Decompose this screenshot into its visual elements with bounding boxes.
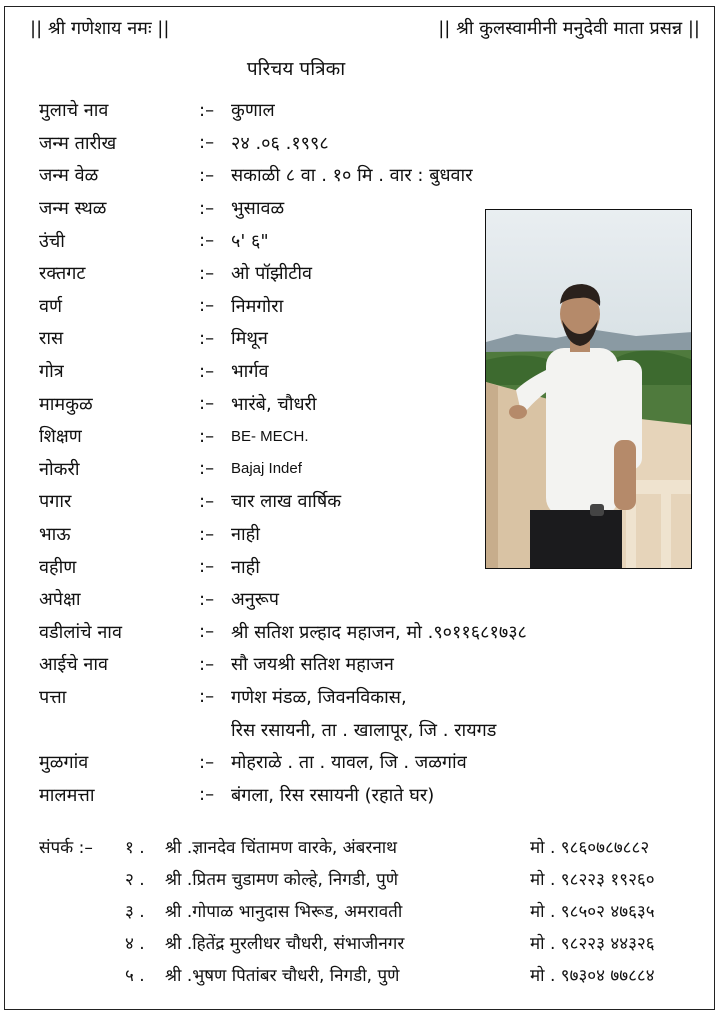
contact-name: श्री .भुषण पितांबर चौधरी, निगडी, पुणे xyxy=(165,965,400,986)
detail-row-expectation xyxy=(39,583,699,616)
detail-separator: :– xyxy=(199,425,215,447)
contact-mobile: मो . ९८६०७८७८८२ xyxy=(530,838,650,859)
detail-row-mother-name xyxy=(39,648,699,681)
contact-row xyxy=(39,895,719,927)
detail-label: आईचे नाव xyxy=(39,654,109,676)
detail-value: सकाळी ८ वा . १० मि . वार : बुधवार xyxy=(231,165,473,187)
detail-value: रिस रसायनी, ता . खालापूर, जि . रायगड xyxy=(231,719,497,741)
detail-separator: :– xyxy=(199,295,215,317)
detail-value: २४ .०६ .१९९८ xyxy=(231,132,329,154)
detail-label: मुळगांव xyxy=(39,752,89,774)
contact-number: १ . xyxy=(125,838,145,859)
detail-label: वर्ण xyxy=(39,295,63,317)
detail-row-native-place xyxy=(39,746,699,779)
detail-label: जन्म वेळ xyxy=(39,165,99,187)
detail-row-address-line2 xyxy=(39,713,699,746)
detail-separator: :– xyxy=(199,556,215,578)
detail-label: नोकरी xyxy=(39,458,80,480)
detail-separator: :– xyxy=(199,490,215,512)
detail-label: जन्म स्थळ xyxy=(39,198,107,220)
contact-mobile: मो . ९७३०४ ७७८८४ xyxy=(530,965,655,986)
detail-separator: :– xyxy=(199,197,215,219)
detail-label: गोत्र xyxy=(39,361,64,383)
detail-label: उंची xyxy=(39,230,65,252)
contact-row xyxy=(39,958,719,990)
detail-separator: :– xyxy=(199,588,215,610)
contact-mobile: मो . ९८२२३ ४४३२६ xyxy=(530,933,655,954)
detail-separator: :– xyxy=(199,686,215,708)
page-title: परिचय पत्रिका xyxy=(246,58,346,80)
detail-separator: :– xyxy=(199,784,215,806)
detail-label: पत्ता xyxy=(39,686,67,708)
detail-row-father-name xyxy=(39,616,699,649)
detail-separator: :– xyxy=(199,621,215,643)
detail-row-birth-date xyxy=(39,127,699,160)
detail-separator: :– xyxy=(199,360,215,382)
header-left-invocation: || श्री गणेशाय नमः || xyxy=(30,18,170,39)
detail-row-property xyxy=(39,778,699,811)
detail-separator: :– xyxy=(199,99,215,121)
detail-label: पगार xyxy=(39,491,72,513)
detail-value: मिथून xyxy=(231,328,268,350)
detail-separator: :– xyxy=(199,327,215,349)
detail-value: ५' ६" xyxy=(231,230,269,252)
detail-label: वडीलांचे नाव xyxy=(39,621,122,643)
detail-separator: :– xyxy=(199,653,215,675)
detail-label: मुलाचे नाव xyxy=(39,100,109,122)
contact-name: श्री .हितेंद्र मुरलीधर चौधरी, संभाजीनगर xyxy=(165,933,405,954)
detail-label: शिक्षण xyxy=(39,426,82,448)
detail-row-address xyxy=(39,681,699,714)
contact-name: श्री .ज्ञानदेव चिंतामण वारके, अंबरनाथ xyxy=(165,838,398,859)
detail-label: भाऊ xyxy=(39,524,71,546)
detail-separator: :– xyxy=(199,393,215,415)
detail-value: कुणाल xyxy=(231,100,275,122)
contact-row xyxy=(39,831,719,863)
detail-label: मामकुळ xyxy=(39,393,93,415)
detail-value: ओ पॉझीटीव xyxy=(231,263,313,285)
detail-separator: :– xyxy=(199,523,215,545)
detail-value: श्री सतिश प्रल्हाद महाजन, मो .९०११६८१७३८ xyxy=(231,621,527,643)
contact-number: ३ . xyxy=(125,901,145,922)
detail-separator: :– xyxy=(199,751,215,773)
detail-value: नाही xyxy=(231,556,260,578)
profile-photo-illustration xyxy=(486,210,692,569)
detail-value: BE- MECH. xyxy=(231,427,309,445)
contact-mobile: मो . ९८२२३ १९२६० xyxy=(530,870,655,891)
detail-value: चार लाख वार्षिक xyxy=(231,491,342,513)
detail-value: निमगोरा xyxy=(231,295,284,317)
detail-row-name xyxy=(39,94,699,127)
detail-value: नाही xyxy=(231,524,260,546)
contacts-section xyxy=(39,831,719,990)
detail-row-birth-time xyxy=(39,159,699,192)
contact-number: २ . xyxy=(125,870,145,891)
detail-separator: :– xyxy=(199,262,215,284)
detail-value: भार्गव xyxy=(231,361,269,383)
contact-mobile: मो . ९८५०२ ४७६३५ xyxy=(530,901,655,922)
detail-separator: :– xyxy=(199,458,215,480)
detail-label: जन्म तारीख xyxy=(39,132,117,154)
header-right-invocation: || श्री कुलस्वामीनी मनुदेवी माता प्रसन्न || xyxy=(438,18,700,39)
detail-value: अनुरूप xyxy=(231,589,279,611)
detail-separator: :– xyxy=(199,164,215,186)
contact-number: ५ . xyxy=(125,965,145,986)
detail-value: सौ जयश्री सतिश महाजन xyxy=(231,654,394,676)
detail-label: मालमत्ता xyxy=(39,784,95,806)
detail-label: रक्तगट xyxy=(39,263,86,285)
detail-separator: :– xyxy=(199,230,215,252)
detail-value: भारंबे, चौधरी xyxy=(231,393,317,415)
contact-row xyxy=(39,863,719,895)
contact-name: श्री .प्रितम चुडामण कोल्हे, निगडी, पुणे xyxy=(165,870,399,891)
detail-value: बंगला, रिस रसायनी (रहाते घर) xyxy=(231,784,435,806)
contacts-label: संपर्क :– xyxy=(39,838,93,859)
contact-row xyxy=(39,926,719,958)
contact-number: ४ . xyxy=(125,933,145,954)
detail-value: गणेश मंडळ, जिवनविकास, xyxy=(231,686,407,708)
detail-label: अपेक्षा xyxy=(39,589,81,611)
profile-photo xyxy=(485,209,692,569)
detail-label: रास xyxy=(39,328,64,350)
detail-value: भुसावळ xyxy=(231,198,285,220)
detail-separator: :– xyxy=(199,132,215,154)
detail-value: मोहराळे . ता . यावल, जि . जळगांव xyxy=(231,752,467,774)
detail-label: वहीण xyxy=(39,556,77,578)
contact-name: श्री .गोपाळ भानुदास भिरूड, अमरावती xyxy=(165,901,403,922)
detail-value: Bajaj Indef xyxy=(231,460,302,478)
